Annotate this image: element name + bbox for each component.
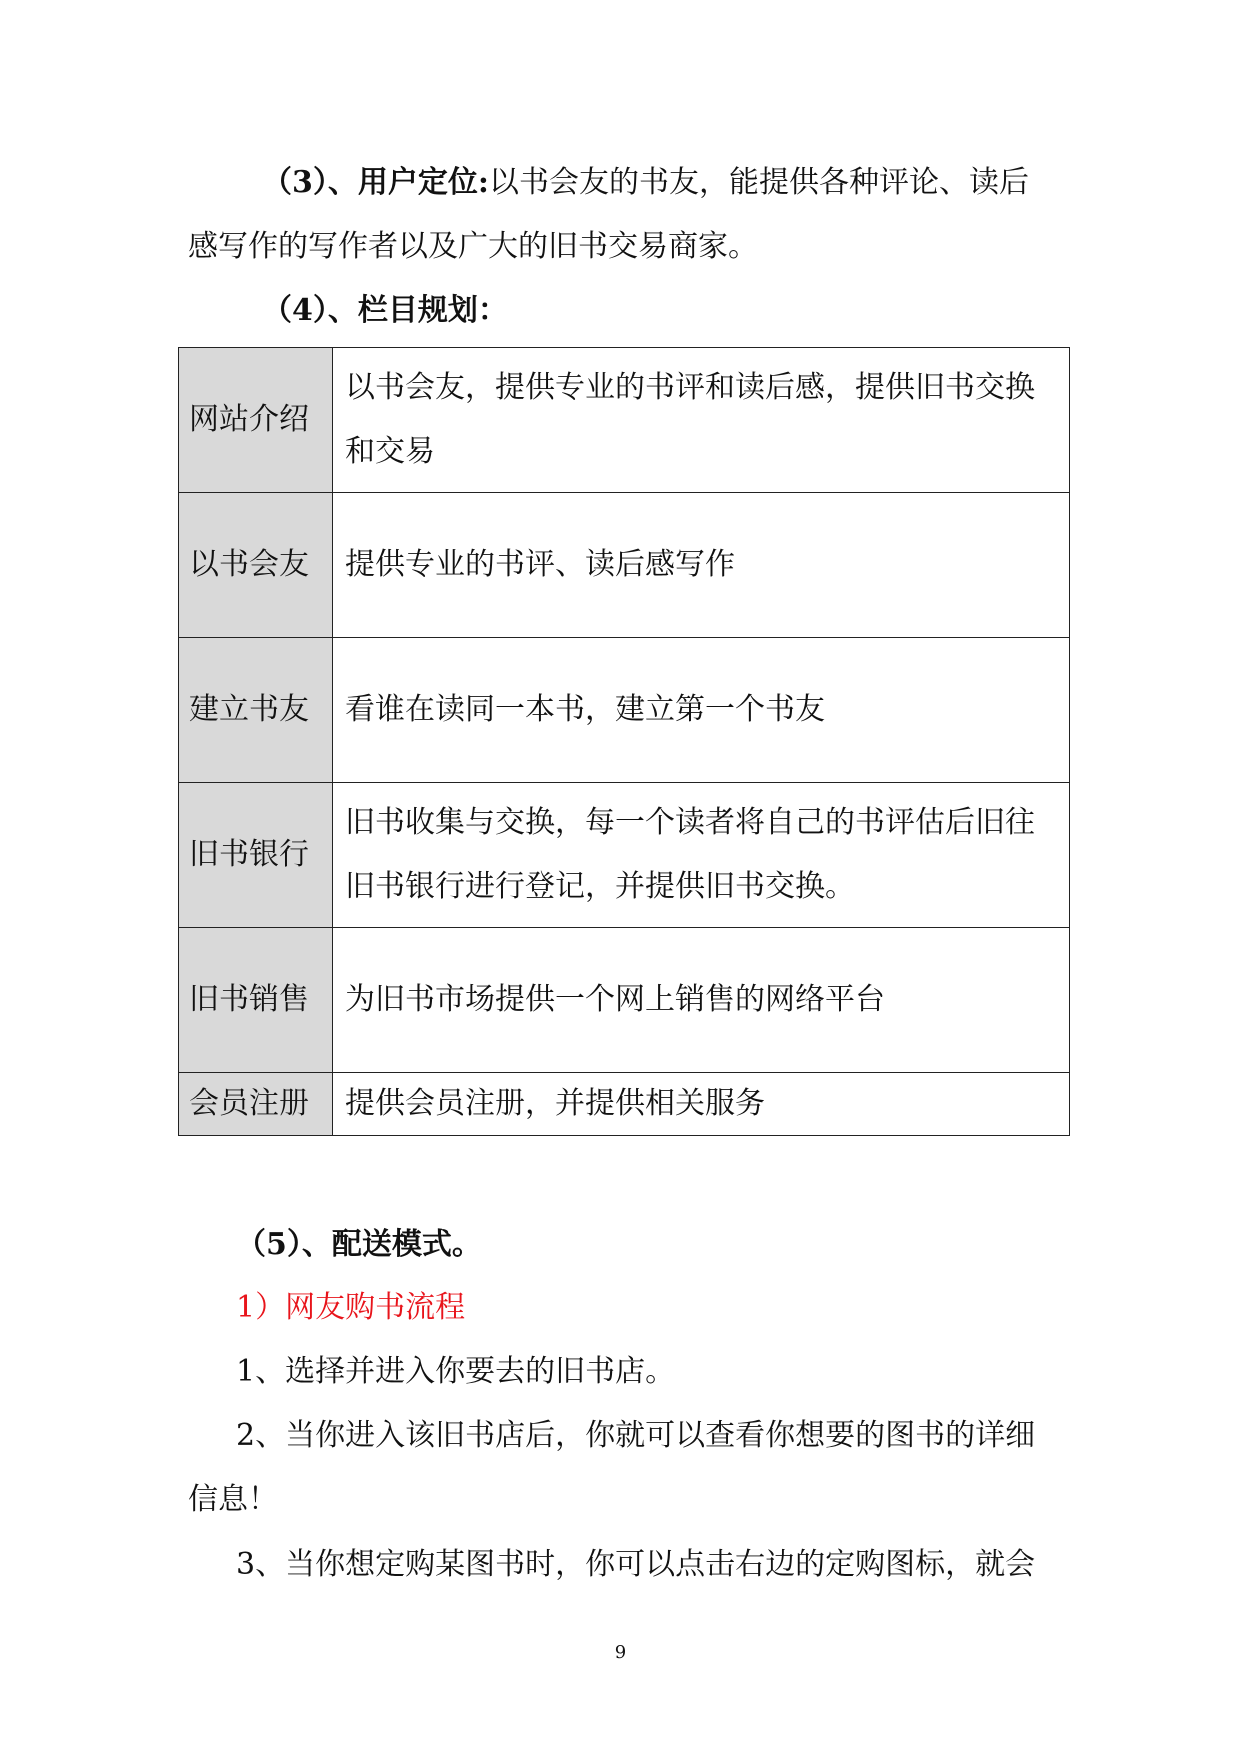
table-cell-desc: 为旧书市场提供一个网上销售的网络平台 [333, 928, 1070, 1073]
desc-line: 以书会友，提供专业的书评和读后感，提供旧书交换 [345, 370, 1035, 405]
table-row [179, 1073, 1070, 1136]
table-cell-desc: 提供会员注册，并提供相关服务 [333, 1073, 1070, 1136]
table-row [179, 348, 1070, 493]
section3-text-line2: 感写作的写作者以及广大的旧书交易商家。 [188, 229, 758, 264]
table-cell-name: 网站介绍 [179, 348, 333, 493]
section5-label: （5）、配送模式。 [236, 1227, 482, 1262]
step3-line1: 3、当你想定购某图书时，你可以点击右边的定购图标，就会 [236, 1547, 1036, 1582]
table-cell-name: 以书会友 [179, 493, 333, 638]
section5-subheading: 1）网友购书流程 [236, 1290, 466, 1325]
desc-line: 旧书收集与交换，每一个读者将自己的书评估后旧往 [345, 805, 1035, 840]
table-cell-name: 旧书银行 [179, 783, 333, 928]
table-cell-name: 建立书友 [179, 638, 333, 783]
section3-label: （3）、用户定位: [262, 165, 489, 200]
table-cell-name: 旧书销售 [179, 928, 333, 1073]
table-row [179, 493, 1070, 638]
desc-line: 和交易 [345, 434, 435, 469]
table-row [179, 928, 1070, 1073]
table-row [179, 638, 1070, 783]
section4-label: （4）、栏目规划： [262, 293, 508, 328]
section3-line1 [262, 163, 1029, 203]
table-row [179, 783, 1070, 928]
table-cell-name: 会员注册 [179, 1073, 333, 1136]
table-cell-desc: 看谁在读同一本书，建立第一个书友 [333, 638, 1070, 783]
table-cell-desc [333, 783, 1070, 928]
table-cell-desc: 提供专业的书评、读后感写作 [333, 493, 1070, 638]
table-cell-desc [333, 348, 1070, 493]
step2-line2: 信息！ [188, 1482, 278, 1517]
page-number: 9 [614, 1642, 627, 1663]
step1-text: 1、选择并进入你要去的旧书店。 [236, 1354, 676, 1389]
desc-line: 旧书银行进行登记，并提供旧书交换。 [345, 869, 855, 904]
column-plan-table [178, 347, 1070, 1136]
step2-line1: 2、当你进入该旧书店后，你就可以查看你想要的图书的详细 [236, 1418, 1036, 1453]
section3-text-line1: 以书会友的书友，能提供各种评论、读后 [488, 165, 1029, 200]
